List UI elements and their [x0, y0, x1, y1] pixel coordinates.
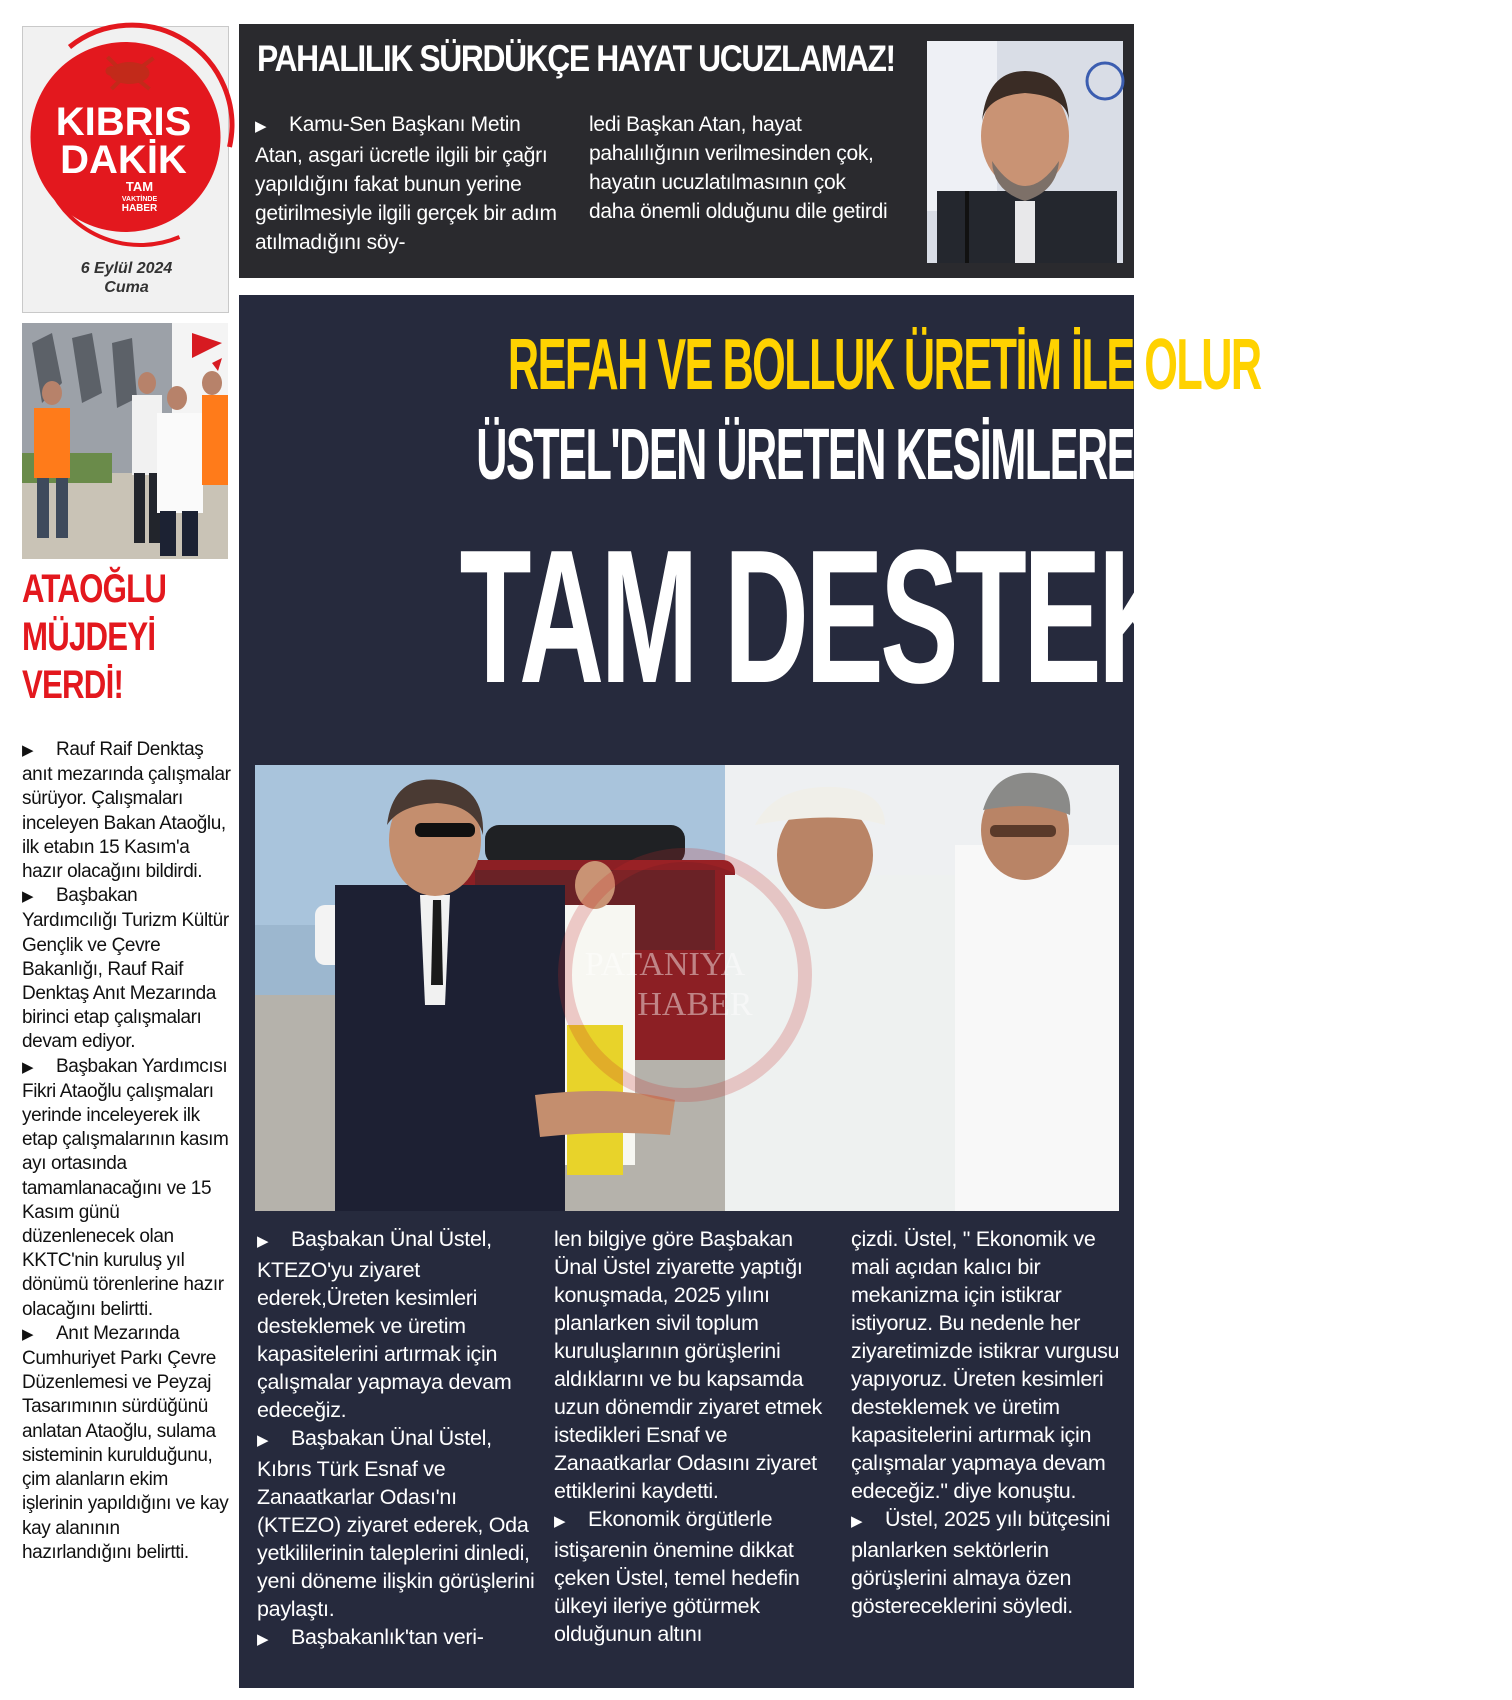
top-story-column-2: ledi Başkan Atan, hayat pahalılığının verilmesinden çok, hayatın ucuzlatılmasının çok daha önemli olduğunu dile getirdi — [589, 113, 888, 223]
date-block — [23, 259, 230, 297]
kibris-dakik-logo — [23, 27, 243, 247]
watermark-line-2: HABER — [637, 986, 753, 1023]
bullet-arrow-icon: ▶ — [22, 1058, 34, 1076]
main-paragraph: ▶ Başbakan Ünal Üstel, KTEZO'yu ziyaret ederek,Üreten kesimleri desteklemek ve üretim kapasitelerini artırmak için çalışmalar yapmaya devam edeceğiz. — [257, 1227, 512, 1422]
main-paragraph: ▶ Üstel, 2025 yılı bütçesini planlarken sektörlerin görüşlerini almaya özen göstereceklerini söyledi. — [851, 1507, 1111, 1618]
main-paragraph: ▶ Ekonomik örgütlerle istişarenin önemine dikkat çeken Üstel, temel hedefin ülkeyi ileriye götürmek olduğunun altını — [554, 1507, 800, 1646]
main-story-panel — [239, 295, 1261, 1688]
sidebar-paragraph: ▶ Başbakan Yardımcılığı Turizm Kültür Gençlik ve Çevre Bakanlığı, Rauf Raif Denktaş Anıt Mezarında birinci etap çalışmaları devam ediyor. — [22, 885, 229, 1053]
top-story-column-1: ▶ Kamu-Sen Başkanı Metin Atan, asgari ücretle ilgili bir çağrı yapıldığını fakat bunun yerine getirilmesiyle ilgili gerçek bir adım atılmadığını söy- — [255, 113, 557, 254]
watermark-line-1: PATANIYA — [584, 946, 746, 983]
logo-line1: KIBRIS — [55, 100, 192, 144]
sidebar-paragraph: ▶ Rauf Raif Denktaş anıt mezarında çalışmalar sürüyor. Çalışmaları inceleyen Bakan Ataoğlu, ilk etabın 15 Kasım'a hazır olacağını bildirdi. — [22, 739, 231, 883]
bullet-arrow-icon: ▶ — [257, 1432, 269, 1449]
logo-slogan-3: HABER — [121, 203, 158, 214]
main-paragraph: ▶ Başbakan Ünal Üstel, Kıbrıs Türk Esnaf ve Zanaatkarlar Odası'nı (KTEZO) ziyaret ederek, Oda yetkililerinin taleplerini dinledi, yeni döneme ilişkin görüşlerini paylaştı. — [257, 1426, 535, 1621]
sidebar-article — [22, 738, 232, 1565]
bullet-arrow-icon: ▶ — [22, 1325, 34, 1343]
main-paragraph: ▶ Başbakanlık'tan veri- — [257, 1623, 542, 1654]
bullet-arrow-icon: ▶ — [554, 1513, 566, 1530]
main-paragraph: len bilgiye göre Başbakan Ünal Üstel ziyarette yaptığı konuşmada, 2025 yılını planlarken sivil toplum kuruluşlarının görüşlerini aldıklarını ve bu kapsamda uzun dönemdir ziyaret etmek istedikleri Esnaf ve Zanaatkarlar Odasını ziyaret ettiklerini kaydetti. — [554, 1227, 822, 1503]
main-paragraph: çizdi. Üstel, " Ekonomik ve mali açıdan kalıcı bir mekanizma için istikrar istiyoruz. Bu nedenle her ziyaretimizde istikrar vurgusu yapıyoruz. Üreten kesimleri desteklemek ve üretim kapasitelerini artırmak için çalışmalar yapmaya devam edeceğiz." diye konuştu. — [851, 1227, 1120, 1503]
logo-slogan-2: VAKTİNDE — [121, 196, 158, 203]
sidebar-paragraph: ▶ Anıt Mezarında Cumhuriyet Parkı Çevre Düzenlemesi ve Peyzaj Tasarımının sürdüğünü anlatan Ataoğlu, sulama sisteminin kurulduğunu, çim alanların ekim işlerinin yapıldığını ve kay kay alanının hazırlandığını belirtti. — [22, 1322, 229, 1563]
ustel-handshake-photo — [255, 765, 1119, 1211]
sidebar-paragraph: ▶ Başbakan Yardımcısı Fikri Ataoğlu çalışmaları yerinde inceleyerek ilk etap çalışmalarının kasım ayı ortasında tamamlanacağını ve 15 Kasım günü düzenlenecek olan KKTC'nin kuruluş yıl dönümü törenlerine hazır olacağını belirtti. — [22, 1055, 229, 1320]
metin-atan-photo — [927, 41, 1123, 263]
sidebar-headline: ATAOĞLU MÜJDEYİ VERDİ! — [22, 567, 167, 707]
main-headline-1: REFAH VE BOLLUK ÜRETİM İLE OLUR — [507, 325, 1261, 405]
main-article-column-3 — [851, 1225, 1126, 1620]
bullet-arrow-icon: ▶ — [257, 1631, 269, 1648]
issue-weekday: Cuma — [104, 279, 149, 296]
main-headline-2: ÜSTEL'DEN ÜRETEN KESİMLERE — [476, 415, 1134, 495]
bullet-arrow-icon: ▶ — [22, 888, 34, 906]
logo-line2: DAKİK — [60, 138, 187, 182]
main-article-column-2 — [554, 1225, 839, 1648]
bullet-arrow-icon: ▶ — [22, 742, 34, 759]
bullet-arrow-icon: ▶ — [255, 118, 267, 135]
bullet-arrow-icon: ▶ — [851, 1513, 863, 1530]
ataoglu-site-visit-photo — [22, 323, 228, 559]
logo-slogan-1: TAM — [125, 179, 154, 194]
issue-date: 6 Eylül 2024 — [80, 260, 173, 277]
masthead-box — [22, 26, 229, 313]
bullet-arrow-icon: ▶ — [257, 1233, 269, 1250]
top-story-headline: PAHALILIK SÜRDÜKÇE HAYAT UCUZLAMAZ! — [257, 38, 895, 79]
main-article-column-1 — [257, 1225, 542, 1654]
top-story-box — [239, 24, 1134, 278]
main-headline-3: TAM DESTEK — [459, 511, 1180, 723]
